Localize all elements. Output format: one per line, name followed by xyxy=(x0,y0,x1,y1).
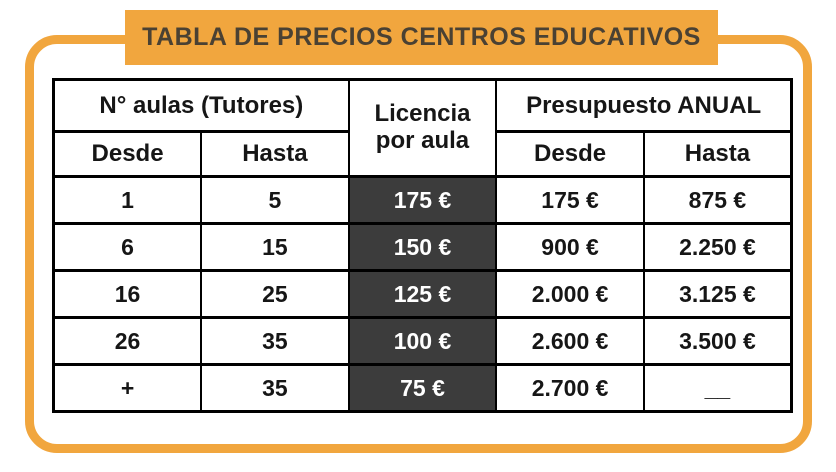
header-aulas-tutores: N° aulas (Tutores) xyxy=(54,80,349,132)
table-row xyxy=(54,271,792,318)
cell-aulas-desde: 26 xyxy=(54,318,202,365)
cell-aulas-hasta: 25 xyxy=(201,271,349,318)
subheader-presupuesto-desde: Desde xyxy=(496,132,644,177)
cell-presupuesto-hasta: __ xyxy=(644,365,792,412)
cell-presupuesto-desde: 2.600 € xyxy=(496,318,644,365)
cell-aulas-desde: 6 xyxy=(54,224,202,271)
header-presupuesto-anual: Presupuesto ANUAL xyxy=(496,80,791,132)
cell-presupuesto-hasta: 3.500 € xyxy=(644,318,792,365)
header-licencia-por-aula: Licencia por aula xyxy=(349,80,497,177)
price-table xyxy=(52,78,793,413)
cell-aulas-desde: + xyxy=(54,365,202,412)
cell-presupuesto-hasta: 875 € xyxy=(644,177,792,224)
title-banner xyxy=(125,10,718,65)
cell-licencia: 100 € xyxy=(349,318,497,365)
cell-licencia: 75 € xyxy=(349,365,497,412)
cell-aulas-hasta: 15 xyxy=(201,224,349,271)
subheader-presupuesto-hasta: Hasta xyxy=(644,132,792,177)
cell-presupuesto-hasta: 3.125 € xyxy=(644,271,792,318)
cell-aulas-hasta: 5 xyxy=(201,177,349,224)
cell-licencia: 175 € xyxy=(349,177,497,224)
cell-licencia: 150 € xyxy=(349,224,497,271)
table-row xyxy=(54,177,792,224)
table-row xyxy=(54,224,792,271)
cell-licencia: 125 € xyxy=(349,271,497,318)
cell-aulas-hasta: 35 xyxy=(201,365,349,412)
cell-presupuesto-desde: 2.000 € xyxy=(496,271,644,318)
cell-aulas-desde: 16 xyxy=(54,271,202,318)
table-row xyxy=(54,365,792,412)
subheader-aulas-desde: Desde xyxy=(54,132,202,177)
header-group-row xyxy=(54,80,792,132)
cell-presupuesto-desde: 900 € xyxy=(496,224,644,271)
cell-aulas-hasta: 35 xyxy=(201,318,349,365)
cell-presupuesto-desde: 175 € xyxy=(496,177,644,224)
cell-presupuesto-hasta: 2.250 € xyxy=(644,224,792,271)
table-row xyxy=(54,318,792,365)
page-title: TABLA DE PRECIOS CENTROS EDUCATIVOS xyxy=(142,23,701,51)
subheader-aulas-hasta: Hasta xyxy=(201,132,349,177)
cell-aulas-desde: 1 xyxy=(54,177,202,224)
cell-presupuesto-desde: 2.700 € xyxy=(496,365,644,412)
